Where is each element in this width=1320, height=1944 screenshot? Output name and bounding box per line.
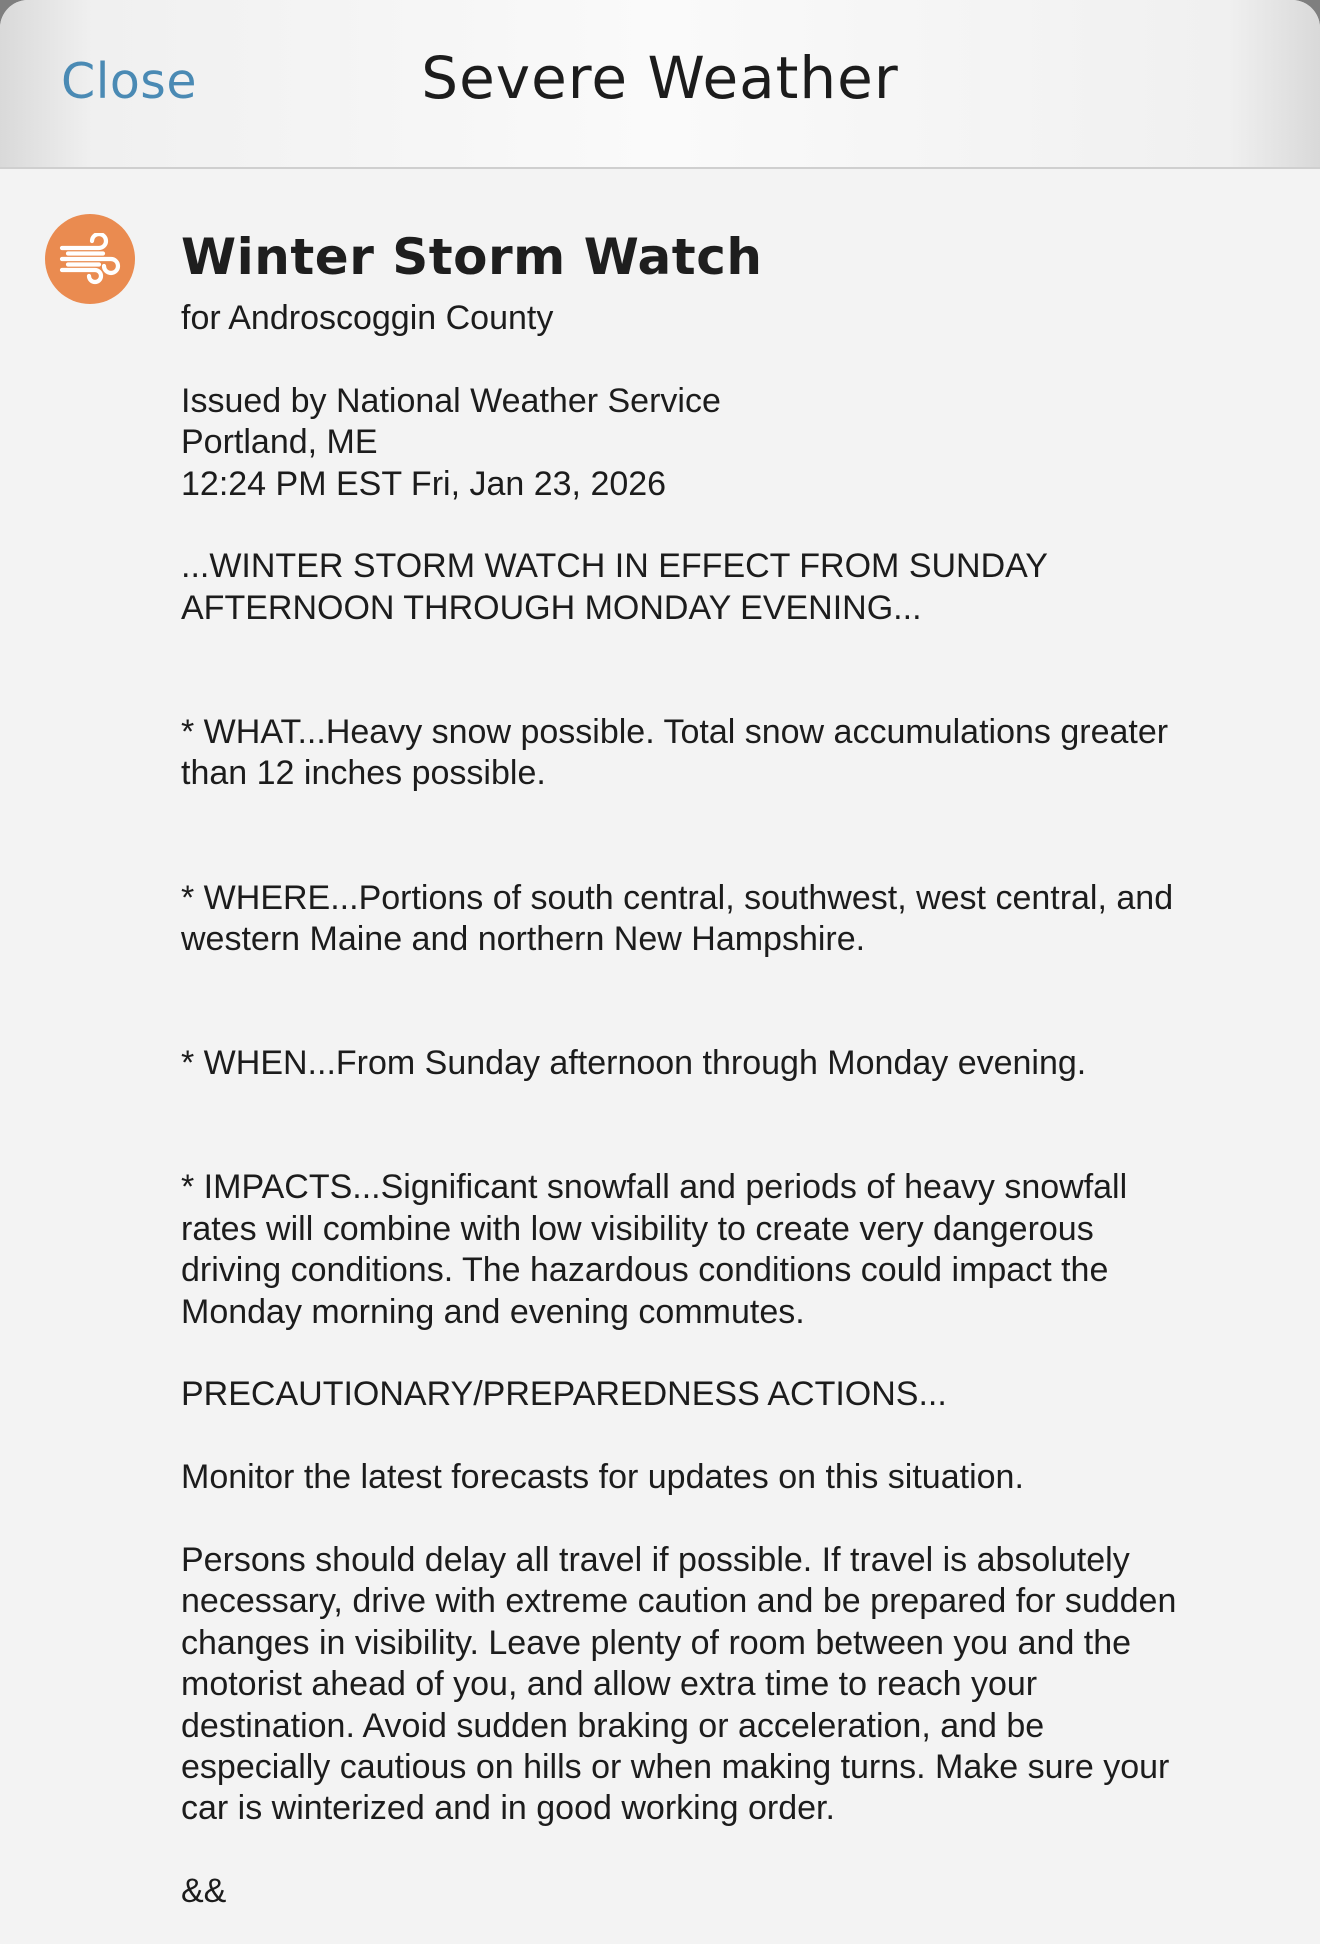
issued-time: 12:24 PM EST Fri, Jan 23, 2026 bbox=[181, 464, 667, 503]
headline-line: ...WINTER STORM WATCH IN EFFECT FROM SUNDAY bbox=[181, 547, 1048, 586]
impacts-line: rates will combine with low visibility to create very dangerous bbox=[181, 1209, 1094, 1248]
where-line: western Maine and northern New Hampshire. bbox=[181, 920, 866, 959]
alert-title: Winter Storm Watch bbox=[181, 228, 763, 286]
nav-bar bbox=[0, 0, 1320, 169]
impacts-line: * IMPACTS...Significant snowfall and periods of heavy snowfall bbox=[181, 1168, 1128, 1207]
wind-icon bbox=[45, 214, 135, 304]
when-line: * WHEN...From Sunday afternoon through Monday evening. bbox=[181, 1044, 1087, 1083]
page-title: Severe Weather bbox=[421, 44, 899, 112]
what-line: than 12 inches possible. bbox=[181, 754, 546, 793]
persons-line: necessary, drive with extreme caution and be prepared for sudden bbox=[181, 1582, 1177, 1621]
issuer-office: Portland, ME bbox=[181, 423, 378, 462]
alert-area: for Androscoggin County bbox=[181, 299, 554, 337]
precautions-heading: PRECAUTIONARY/PREPAREDNESS ACTIONS... bbox=[181, 1375, 947, 1414]
persons-line: destination. Avoid sudden braking or acceleration, and be bbox=[181, 1706, 1045, 1745]
persons-line: car is winterized and in good working order. bbox=[181, 1789, 835, 1828]
monitor-line: Monitor the latest forecasts for updates on this situation. bbox=[181, 1458, 1024, 1497]
what-line: * WHAT...Heavy snow possible. Total snow accumulations greater bbox=[181, 713, 1169, 752]
close-button[interactable]: Close bbox=[61, 53, 197, 110]
where-line: * WHERE...Portions of south central, southwest, west central, and bbox=[181, 878, 1174, 917]
impacts-line: driving conditions. The hazardous conditions could impact the bbox=[181, 1251, 1109, 1290]
terminator: && bbox=[181, 1872, 227, 1911]
headline-line: AFTERNOON THROUGH MONDAY EVENING... bbox=[181, 588, 922, 627]
persons-line: especially cautious on hills or when making turns. Make sure your bbox=[181, 1748, 1170, 1787]
impacts-line: Monday morning and evening commutes. bbox=[181, 1292, 805, 1331]
issuer-line: Issued by National Weather Service bbox=[181, 381, 721, 420]
persons-line: Persons should delay all travel if possible. If travel is absolutely bbox=[181, 1541, 1130, 1580]
persons-line: changes in visibility. Leave plenty of room between you and the bbox=[181, 1623, 1132, 1662]
alert-body bbox=[181, 298, 1281, 1913]
persons-line: motorist ahead of you, and allow extra time to reach your bbox=[181, 1665, 1038, 1704]
